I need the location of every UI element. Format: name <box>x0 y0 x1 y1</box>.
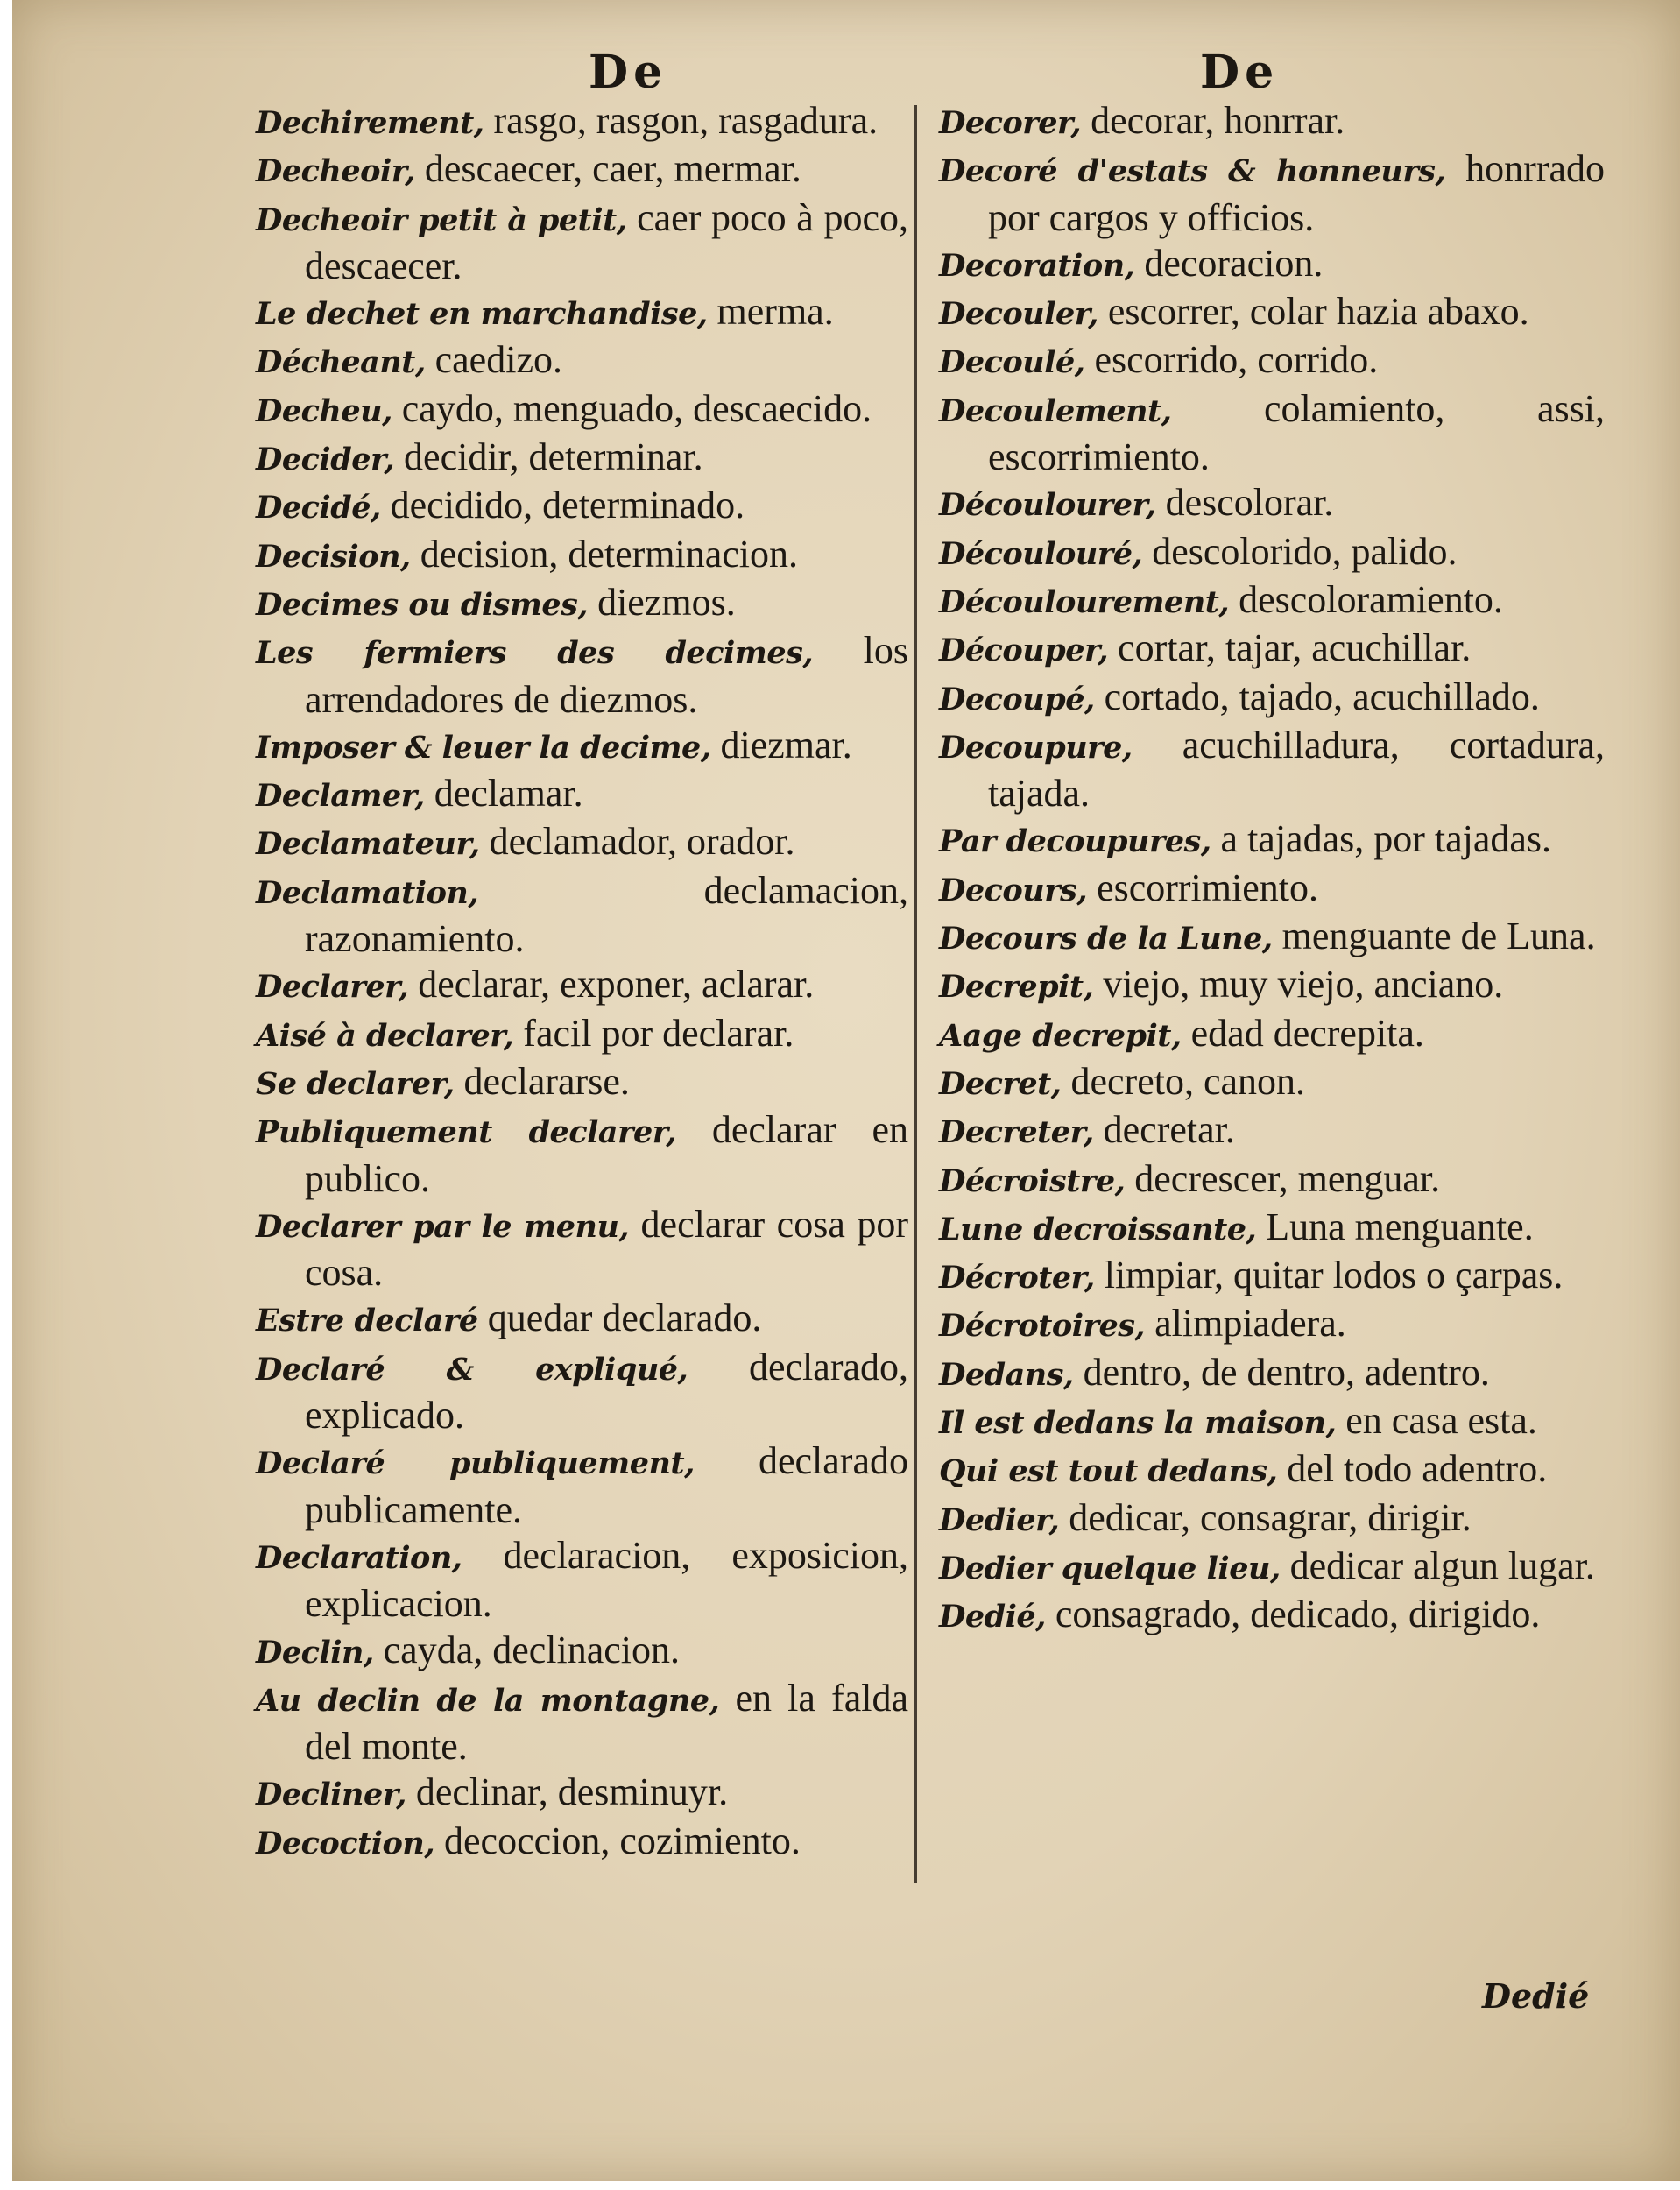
entry-definition: decision, determinacion. <box>410 532 799 576</box>
dictionary-entry <box>939 1059 1605 1107</box>
dictionary-entry <box>939 625 1605 674</box>
entry-headword: Estre declaré <box>256 1303 478 1339</box>
entry-headword: Decliner, <box>256 1777 406 1813</box>
book-page <box>12 0 1680 2181</box>
entry-headword: Les fermiers des decimes, <box>256 635 814 672</box>
entry-headword: Decorer, <box>939 105 1082 141</box>
entry-headword: Decoupé, <box>939 681 1095 717</box>
entry-headword: Découper, <box>939 632 1109 669</box>
entry-headword: Decider, <box>256 442 395 478</box>
entry-definition: a tajadas, por tajadas. <box>1211 817 1552 861</box>
entry-definition: cayda, declinacion. <box>373 1628 681 1671</box>
entry-headword: Découlouré, <box>939 535 1143 572</box>
entry-headword: Decimes ou dismes, <box>256 586 589 623</box>
dictionary-entry <box>939 1253 1605 1301</box>
entry-definition: decorar, honrrar. <box>1081 99 1345 142</box>
dictionary-entry <box>939 675 1605 723</box>
dictionary-entry <box>939 146 1605 241</box>
dictionary-entry <box>939 1011 1605 1059</box>
dictionary-entry <box>256 386 908 434</box>
dictionary-entry <box>256 1676 908 1770</box>
entry-headword: Declamer, <box>256 778 425 815</box>
dictionary-entry <box>256 1533 908 1628</box>
dictionary-entry <box>256 1345 908 1439</box>
dictionary-entry <box>256 146 908 194</box>
entry-headword: Decoration, <box>939 247 1135 284</box>
dictionary-entry <box>256 1819 908 1867</box>
entry-headword: Découlourer, <box>939 487 1156 524</box>
entry-definition: declamador, orador. <box>479 820 795 864</box>
dictionary-entry <box>256 1770 908 1818</box>
entry-headword: Decouler, <box>939 296 1098 333</box>
entry-definition: limpiar, quitar lodos o çarpas. <box>1094 1254 1564 1297</box>
entry-headword: Découlourement, <box>939 583 1230 620</box>
dictionary-entry <box>939 816 1605 865</box>
entry-definition: declarar cosa por cosa. <box>305 1202 908 1295</box>
entry-definition: caydo, menguado, descaecido. <box>392 386 872 430</box>
entry-definition: facil por declarar. <box>513 1011 794 1055</box>
entry-definition: diezmos. <box>588 580 736 624</box>
dictionary-entry <box>939 386 1605 481</box>
dictionary-entry <box>939 1107 1605 1155</box>
dictionary-entry <box>939 1350 1605 1398</box>
dictionary-entry <box>256 962 908 1010</box>
entry-definition: colamiento, assi, escorrimiento. <box>988 386 1605 479</box>
entry-headword: Declaration, <box>256 1539 462 1576</box>
entry-definition: consagrado, dedicado, dirigido. <box>1045 1593 1541 1636</box>
dictionary-entry <box>256 1438 908 1533</box>
entry-headword: Imposer & leuer la decime, <box>256 729 711 766</box>
entry-headword: Declarer, <box>256 969 409 1006</box>
entry-headword: Dedier quelque lieu, <box>939 1550 1281 1586</box>
entry-headword: Decours de la Lune, <box>939 921 1273 957</box>
entry-definition: declamar. <box>424 772 583 816</box>
dictionary-entry <box>256 434 908 483</box>
entry-headword: Declaré publiquement, <box>256 1445 695 1482</box>
dictionary-entry <box>256 1296 908 1344</box>
dictionary-entry <box>939 337 1605 385</box>
dictionary-entry <box>939 723 1605 817</box>
entry-headword: Declamateur, <box>256 826 480 863</box>
entry-headword: Par decoupures, <box>939 823 1211 860</box>
entry-definition: decretar. <box>1093 1108 1235 1152</box>
entry-definition: dedicar, consagrar, dirigir. <box>1059 1495 1472 1539</box>
entry-headword: Decoré d'estats & honneurs, <box>939 153 1446 190</box>
entry-headword: Decret, <box>939 1065 1062 1102</box>
entry-headword: Decoction, <box>256 1825 435 1862</box>
entry-definition: declamacion, razonamiento. <box>305 868 908 961</box>
entry-headword: Decision, <box>256 538 411 575</box>
right-running-header: De <box>1200 46 1280 99</box>
entry-definition: caedizo. <box>425 338 562 382</box>
dictionary-entry <box>939 865 1605 914</box>
dictionary-entry <box>939 1156 1605 1204</box>
entry-headword: Décroistre, <box>939 1162 1126 1199</box>
entry-headword: Decoupure, <box>939 729 1133 766</box>
entry-headword: Dedier, <box>939 1501 1060 1538</box>
entry-definition: descaecer, caer, mermar. <box>414 147 801 191</box>
dictionary-entry <box>939 1446 1605 1494</box>
entry-headword: Decheoir petit à petit, <box>256 201 627 238</box>
entry-headword: Décrotoires, <box>939 1308 1146 1345</box>
entry-definition: declarar, exponer, aclarar. <box>408 963 815 1007</box>
entry-headword: Decoulé, <box>939 344 1085 381</box>
entry-headword: Aage decrepit, <box>939 1017 1182 1054</box>
entry-definition: decoccion, cozimiento. <box>434 1819 801 1862</box>
entry-headword: Décroter, <box>939 1260 1095 1296</box>
entry-headword: Au declin de la montagne, <box>256 1682 720 1719</box>
entry-headword: Decheu, <box>256 392 392 429</box>
entry-headword: Le dechet en marchandise, <box>256 296 708 333</box>
entry-headword: Dedié, <box>939 1599 1046 1635</box>
entry-definition: descolorido, palido. <box>1142 529 1458 573</box>
entry-headword: Se declarer, <box>256 1065 455 1102</box>
entry-definition: viejo, muy viejo, anciano. <box>1093 963 1504 1007</box>
dictionary-entry <box>256 1011 908 1059</box>
right-column <box>939 98 1605 1641</box>
entry-definition: rasgo, rasgon, rasgadura. <box>484 99 879 142</box>
dictionary-entry <box>256 98 908 146</box>
entry-definition: merma. <box>707 290 834 334</box>
dictionary-entry <box>939 1592 1605 1640</box>
entry-headword: Decreter, <box>939 1114 1094 1151</box>
entry-definition: decrescer, menguar. <box>1125 1156 1441 1200</box>
entry-headword: Decrepit, <box>939 969 1094 1006</box>
dictionary-entry <box>256 1059 908 1107</box>
dictionary-entry <box>939 98 1605 146</box>
entry-headword: Dechirement, <box>256 105 484 141</box>
entry-definition: declarado publicamente. <box>305 1439 908 1531</box>
entry-definition: menguante de Luna. <box>1272 915 1596 958</box>
dictionary-entry <box>939 1204 1605 1253</box>
dictionary-entry <box>939 962 1605 1010</box>
entry-definition: decreto, canon. <box>1061 1059 1306 1103</box>
entry-headword: Decours, <box>939 872 1088 908</box>
entry-definition: descolorar. <box>1155 481 1334 525</box>
entry-definition: Luna menguante. <box>1256 1204 1534 1248</box>
dictionary-entry <box>939 1301 1605 1349</box>
entry-definition: declararse. <box>454 1059 630 1103</box>
entry-headword: Decoulement, <box>939 392 1172 429</box>
dictionary-entry <box>256 771 908 819</box>
dictionary-entry <box>256 483 908 531</box>
entry-definition: cortar, tajar, acuchillar. <box>1108 626 1472 670</box>
dictionary-entry <box>939 529 1605 577</box>
entry-definition: escorrer, colar hazia abaxo. <box>1098 290 1529 334</box>
entry-definition: quedar declarado. <box>477 1296 762 1340</box>
dictionary-entry <box>256 1107 908 1202</box>
entry-headword: Declaré & expliqué, <box>256 1351 688 1388</box>
entry-definition: decidido, determinado. <box>380 484 745 527</box>
entry-definition: declarado, explicado. <box>305 1345 908 1438</box>
entry-headword: Decheoir, <box>256 153 415 190</box>
entry-definition: los arrendadores de diezmos. <box>305 629 908 721</box>
entry-headword: Décheant, <box>256 344 426 381</box>
entry-headword: Declamation, <box>256 874 479 911</box>
entry-definition: declinar, desminuyr. <box>406 1770 729 1814</box>
entry-definition: caer poco à poco, descaecer. <box>305 195 908 287</box>
dictionary-entry <box>256 337 908 385</box>
entry-definition: declarar en publico. <box>305 1108 908 1200</box>
dictionary-entry <box>256 723 908 771</box>
entry-headword: Il est dedans la maison, <box>939 1405 1337 1442</box>
dictionary-entry <box>256 532 908 580</box>
entry-definition: acuchilladura, cortadura, tajada. <box>988 723 1605 816</box>
entry-definition: honrrado por cargos y officios. <box>988 147 1605 239</box>
entry-definition: decidir, determinar. <box>394 435 703 479</box>
dictionary-entry <box>256 868 908 963</box>
dictionary-entry <box>939 1544 1605 1592</box>
entry-headword: Publiquement declarer, <box>256 1114 676 1151</box>
entry-definition: cortado, tajado, acuchillado. <box>1094 675 1540 718</box>
dictionary-entry <box>939 577 1605 625</box>
left-column <box>256 98 908 1867</box>
entry-definition: descoloramiento. <box>1229 577 1503 621</box>
dictionary-entry <box>256 628 908 723</box>
entry-headword: Lune decroissante, <box>939 1211 1257 1247</box>
entry-definition: dentro, de dentro, adentro. <box>1073 1350 1490 1394</box>
dictionary-entry <box>939 480 1605 528</box>
left-running-header: De <box>589 46 668 99</box>
entry-definition: en casa esta. <box>1336 1399 1537 1443</box>
column-rule <box>914 105 917 1883</box>
entry-definition: dedicar algun lugar. <box>1280 1544 1595 1587</box>
dictionary-entry <box>256 195 908 290</box>
entry-headword: Declarer par le menu, <box>256 1208 630 1245</box>
entry-headword: Dedans, <box>939 1356 1074 1393</box>
entry-definition: en la falda del monte. <box>305 1676 908 1769</box>
dictionary-entry <box>256 819 908 867</box>
entry-definition: diezmar. <box>710 723 852 766</box>
entry-definition: alimpiadera. <box>1145 1302 1346 1346</box>
entry-headword: Qui est tout dedans, <box>939 1453 1278 1490</box>
dictionary-entry <box>256 289 908 337</box>
entry-headword: Aisé à declarer, <box>256 1017 514 1054</box>
entry-definition: edad decrepita. <box>1181 1011 1424 1055</box>
catchword: Dedié <box>1482 1976 1590 2016</box>
dictionary-entry <box>939 1495 1605 1544</box>
entry-definition: escorrimiento. <box>1087 865 1318 909</box>
entry-definition: decoracion. <box>1134 241 1324 285</box>
entry-definition: declaracion, exposicion, explicacion. <box>305 1533 908 1626</box>
dictionary-entry <box>939 1398 1605 1446</box>
dictionary-entry <box>939 914 1605 962</box>
dictionary-entry <box>256 580 908 628</box>
entry-headword: Declin, <box>256 1634 374 1671</box>
dictionary-entry <box>256 1628 908 1676</box>
entry-headword: Decidé, <box>256 490 381 526</box>
dictionary-entry <box>256 1202 908 1296</box>
entry-definition: del todo adentro. <box>1277 1447 1548 1491</box>
dictionary-entry <box>939 289 1605 337</box>
entry-definition: escorrido, corrido. <box>1084 338 1379 382</box>
dictionary-entry <box>939 241 1605 289</box>
